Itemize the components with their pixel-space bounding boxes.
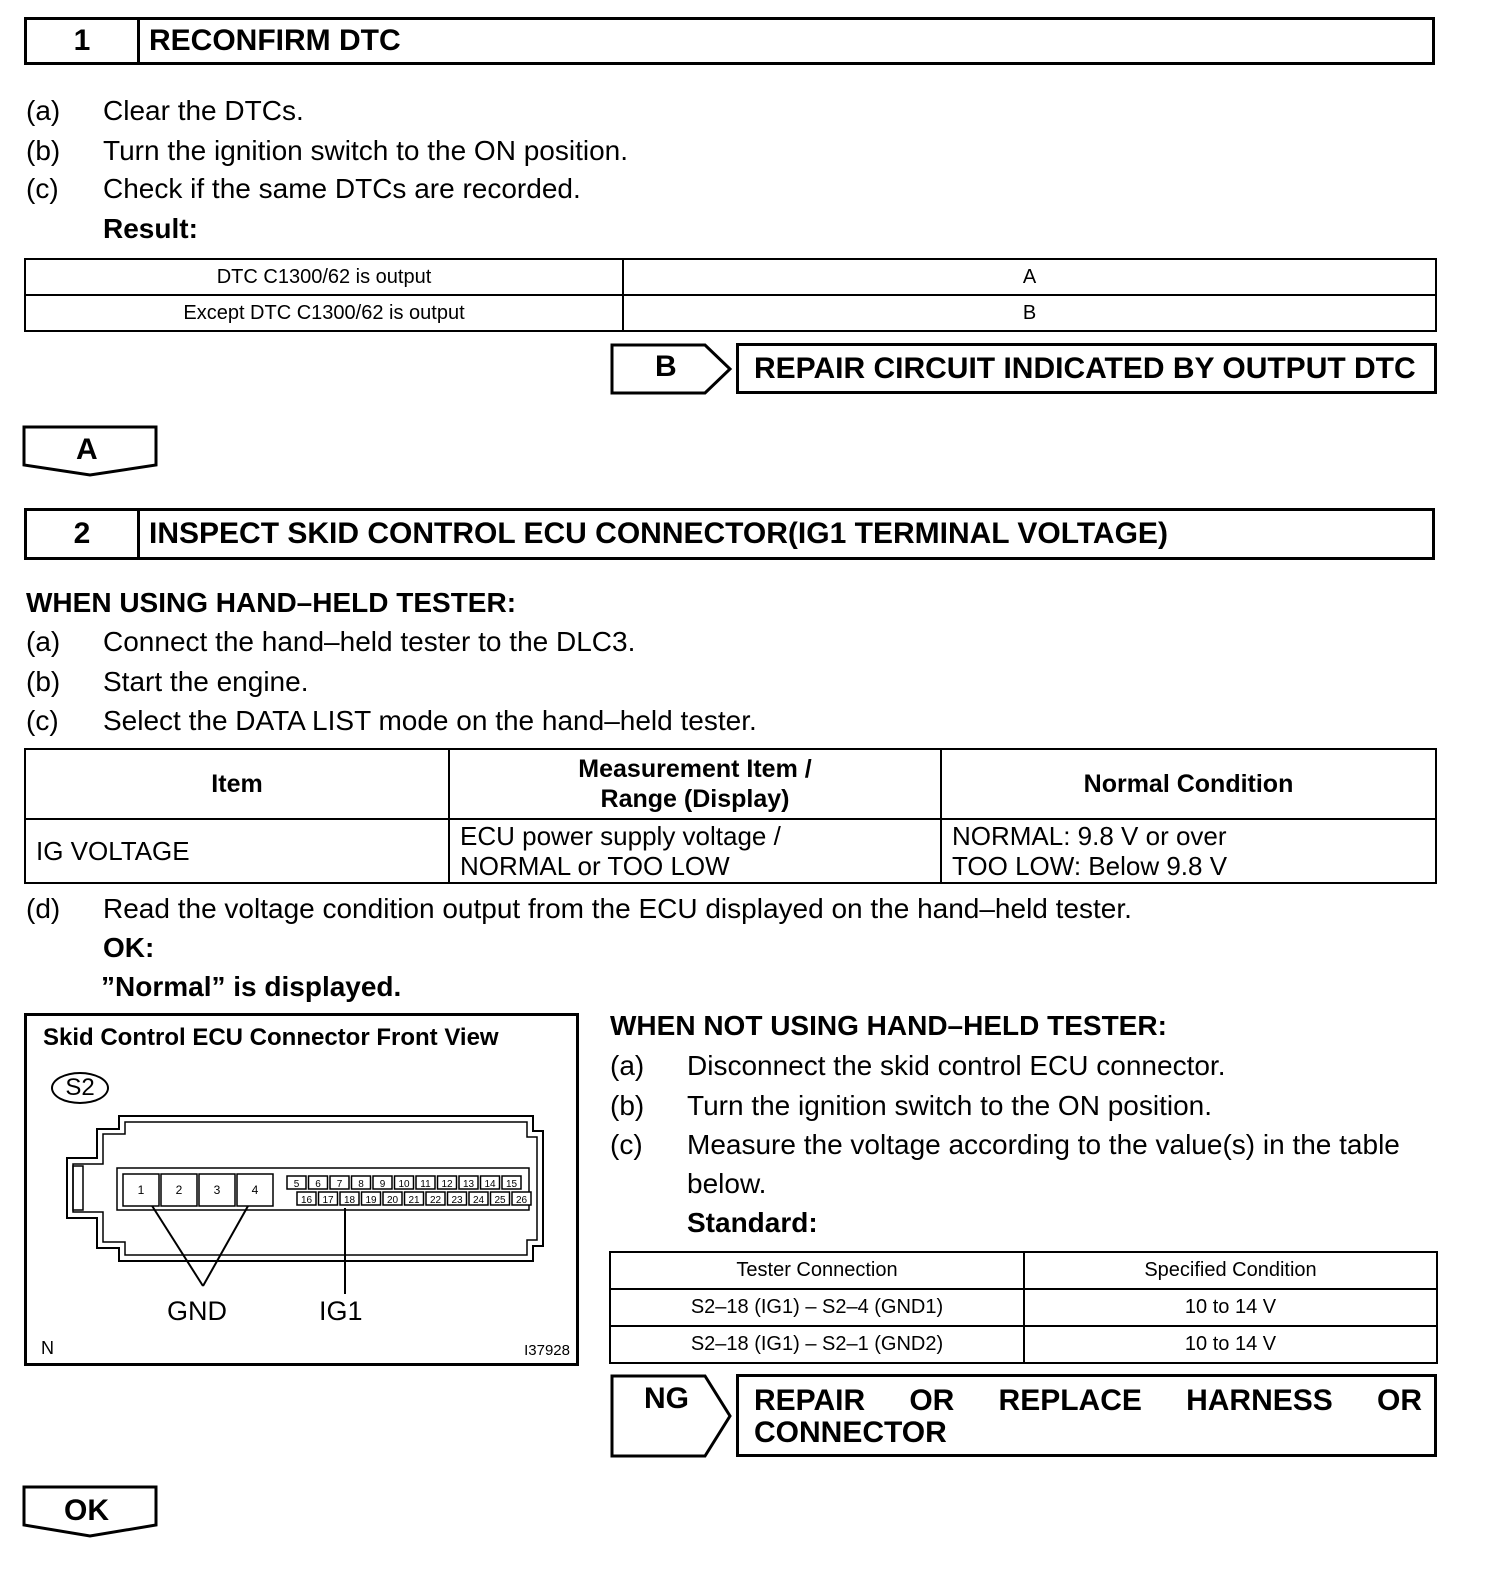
header-line: Measurement Item / <box>578 755 812 783</box>
connector-pin <box>373 1176 392 1190</box>
action-line <box>754 1385 1422 1417</box>
step-label: (a) <box>26 626 61 657</box>
action-word: OR <box>1377 1384 1422 1417</box>
connector-pin <box>123 1174 159 1206</box>
svg-text:3: 3 <box>213 1183 221 1197</box>
svg-text:1: 1 <box>137 1183 145 1197</box>
step-text: Connect the hand–held tester to the DLC3. <box>103 626 636 657</box>
column-header: Tester Connection <box>610 1252 1024 1289</box>
step-2-header <box>24 508 1435 560</box>
action-word: REPLACE <box>998 1384 1142 1417</box>
svg-text:23: 23 <box>451 1195 463 1206</box>
table-cell <box>941 819 1436 883</box>
action-line: CONNECTOR <box>754 1416 947 1449</box>
table-cell: Except DTC C1300/62 is output <box>25 295 623 331</box>
step-label: (a) <box>610 1050 645 1081</box>
connector-pin <box>459 1176 478 1190</box>
svg-text:20: 20 <box>386 1195 399 1206</box>
svg-text:13: 13 <box>462 1179 475 1190</box>
connector-pin <box>438 1176 457 1190</box>
connector-pin <box>405 1192 424 1206</box>
step-label: (b) <box>26 666 61 697</box>
svg-text:6: 6 <box>315 1179 321 1190</box>
connector-pin <box>469 1192 488 1206</box>
svg-text:24: 24 <box>472 1195 485 1206</box>
connector-pin <box>340 1192 359 1206</box>
step-nt-c-cont: below. <box>687 1168 767 1199</box>
connector-pin <box>491 1192 510 1206</box>
step-text: Measure the voltage according to the value(s) in the table <box>687 1129 1400 1160</box>
connector-figure <box>24 1013 579 1366</box>
table-row <box>25 259 1436 295</box>
step-label: (c) <box>26 705 59 736</box>
table-cell: DTC C1300/62 is output <box>25 259 623 295</box>
svg-text:10: 10 <box>398 1179 410 1190</box>
ig1-label: IG1 <box>319 1296 363 1326</box>
svg-text:4: 4 <box>251 1183 259 1197</box>
table-cell: 10 to 14 V <box>1024 1289 1437 1326</box>
connector-pin <box>502 1176 521 1190</box>
step-label: (c) <box>26 173 59 204</box>
step-text: Check if the same DTCs are recorded. <box>103 173 581 204</box>
table-cell: S2–18 (IG1) – S2–4 (GND1) <box>610 1289 1024 1326</box>
column-header: Normal Condition <box>941 749 1436 819</box>
table-cell: S2–18 (IG1) – S2–1 (GND2) <box>610 1326 1024 1363</box>
step-label: (d) <box>26 893 61 924</box>
svg-text:8: 8 <box>358 1179 364 1190</box>
step-number: 1 <box>27 20 140 62</box>
svg-text:19: 19 <box>365 1195 377 1206</box>
cell-line: ECU power supply voltage / <box>460 821 781 851</box>
branch-ng-label: NG <box>644 1382 689 1415</box>
step-text: Select the DATA LIST mode on the hand–held tester. <box>103 705 757 736</box>
cell-line: NORMAL or TOO LOW <box>460 851 730 881</box>
table-row <box>25 295 1436 331</box>
cell-line: NORMAL: 9.8 V or over <box>952 821 1227 851</box>
svg-text:2: 2 <box>175 1183 183 1197</box>
step-label: (b) <box>26 135 61 166</box>
svg-text:22: 22 <box>429 1195 442 1206</box>
connector-pin <box>512 1192 531 1206</box>
step-text: Turn the ignition switch to the ON position. <box>103 135 628 166</box>
connector-pin <box>383 1192 402 1206</box>
connector-pin <box>161 1174 197 1206</box>
action-word: REPAIR <box>754 1384 866 1417</box>
result-table <box>24 258 1437 332</box>
table-cell <box>449 819 941 883</box>
connector-pin <box>287 1176 306 1190</box>
connector-pin <box>481 1176 500 1190</box>
step-text: Clear the DTCs. <box>103 95 304 126</box>
connector-id-badge: S2 <box>51 1072 109 1104</box>
branch-b-label: B <box>655 350 677 383</box>
connector-pin <box>352 1176 371 1190</box>
column-header <box>449 749 941 819</box>
header-line: Range (Display) <box>600 785 790 813</box>
svg-text:25: 25 <box>494 1195 506 1206</box>
ok-text: ”Normal” is displayed. <box>101 971 402 1002</box>
svg-text:11: 11 <box>420 1179 431 1190</box>
svg-text:9: 9 <box>379 1179 386 1190</box>
ok-label: OK: <box>103 932 155 963</box>
svg-text:17: 17 <box>322 1195 334 1206</box>
connector-pin <box>309 1176 328 1190</box>
connector-pin <box>362 1192 381 1206</box>
table-cell: B <box>623 295 1436 331</box>
step-title: RECONFIRM DTC <box>149 24 401 57</box>
figure-id: I37928 <box>524 1342 570 1359</box>
figure-title: Skid Control ECU Connector Front View <box>43 1024 499 1051</box>
svg-text:5: 5 <box>293 1179 300 1190</box>
no-tester-heading: WHEN NOT USING HAND–HELD TESTER: <box>610 1010 1167 1041</box>
action-word: HARNESS <box>1186 1384 1333 1417</box>
figure-corner-left: N <box>41 1338 54 1358</box>
table-row <box>610 1326 1437 1363</box>
svg-text:14: 14 <box>484 1179 496 1190</box>
connector-pin <box>319 1192 338 1206</box>
connector-pin <box>199 1174 235 1206</box>
step-text: Turn the ignition switch to the ON position. <box>687 1090 1212 1121</box>
connector-pin <box>297 1192 316 1206</box>
step-label: (a) <box>26 95 61 126</box>
result-label: Result: <box>103 213 198 244</box>
connector-pin <box>416 1176 435 1190</box>
connector-pin <box>237 1174 273 1206</box>
step-text: Start the engine. <box>103 666 309 697</box>
table-header-row <box>610 1252 1437 1289</box>
branch-b-action: REPAIR CIRCUIT INDICATED BY OUTPUT DTC <box>736 343 1437 394</box>
step-title: INSPECT SKID CONTROL ECU CONNECTOR(IG1 TERMINAL VOLTAGE) <box>149 517 1168 550</box>
standard-label: Standard: <box>687 1207 818 1238</box>
branch-a-label: A <box>76 433 98 466</box>
svg-text:15: 15 <box>505 1179 518 1190</box>
svg-text:18: 18 <box>343 1195 356 1206</box>
column-header: Item <box>25 749 449 819</box>
step-1-header <box>24 17 1435 65</box>
svg-text:7: 7 <box>336 1179 343 1190</box>
action-word: OR <box>909 1384 955 1417</box>
gnd-label: GND <box>167 1296 227 1326</box>
step-number: 2 <box>27 511 140 557</box>
connector-pin <box>448 1192 467 1206</box>
table-cell: A <box>623 259 1436 295</box>
branch-ok-label: OK <box>64 1494 109 1527</box>
column-header: Specified Condition <box>1024 1252 1437 1289</box>
svg-text:12: 12 <box>441 1179 453 1190</box>
tester-heading: WHEN USING HAND–HELD TESTER: <box>26 587 517 618</box>
connector-pin <box>426 1192 445 1206</box>
table-cell: 10 to 14 V <box>1024 1326 1437 1363</box>
data-list-table <box>24 748 1437 884</box>
svg-text:21: 21 <box>408 1195 420 1206</box>
table-row <box>610 1289 1437 1326</box>
step-label: (b) <box>610 1090 645 1121</box>
cell-line: TOO LOW: Below 9.8 V <box>952 851 1228 881</box>
branch-ng-action <box>736 1374 1437 1457</box>
connector-pin <box>330 1176 349 1190</box>
standard-table <box>609 1251 1438 1364</box>
step-text: Read the voltage condition output from the ECU displayed on the hand–held tester. <box>103 893 1132 924</box>
svg-text:26: 26 <box>515 1195 528 1206</box>
table-header-row <box>25 749 1436 819</box>
connector-pin <box>395 1176 414 1190</box>
step-text: Disconnect the skid control ECU connector. <box>687 1050 1226 1081</box>
step-label: (c) <box>610 1129 643 1160</box>
svg-text:16: 16 <box>300 1195 313 1206</box>
connector-drawing <box>27 1016 576 1363</box>
table-row <box>25 819 1436 883</box>
table-cell: IG VOLTAGE <box>25 819 449 883</box>
